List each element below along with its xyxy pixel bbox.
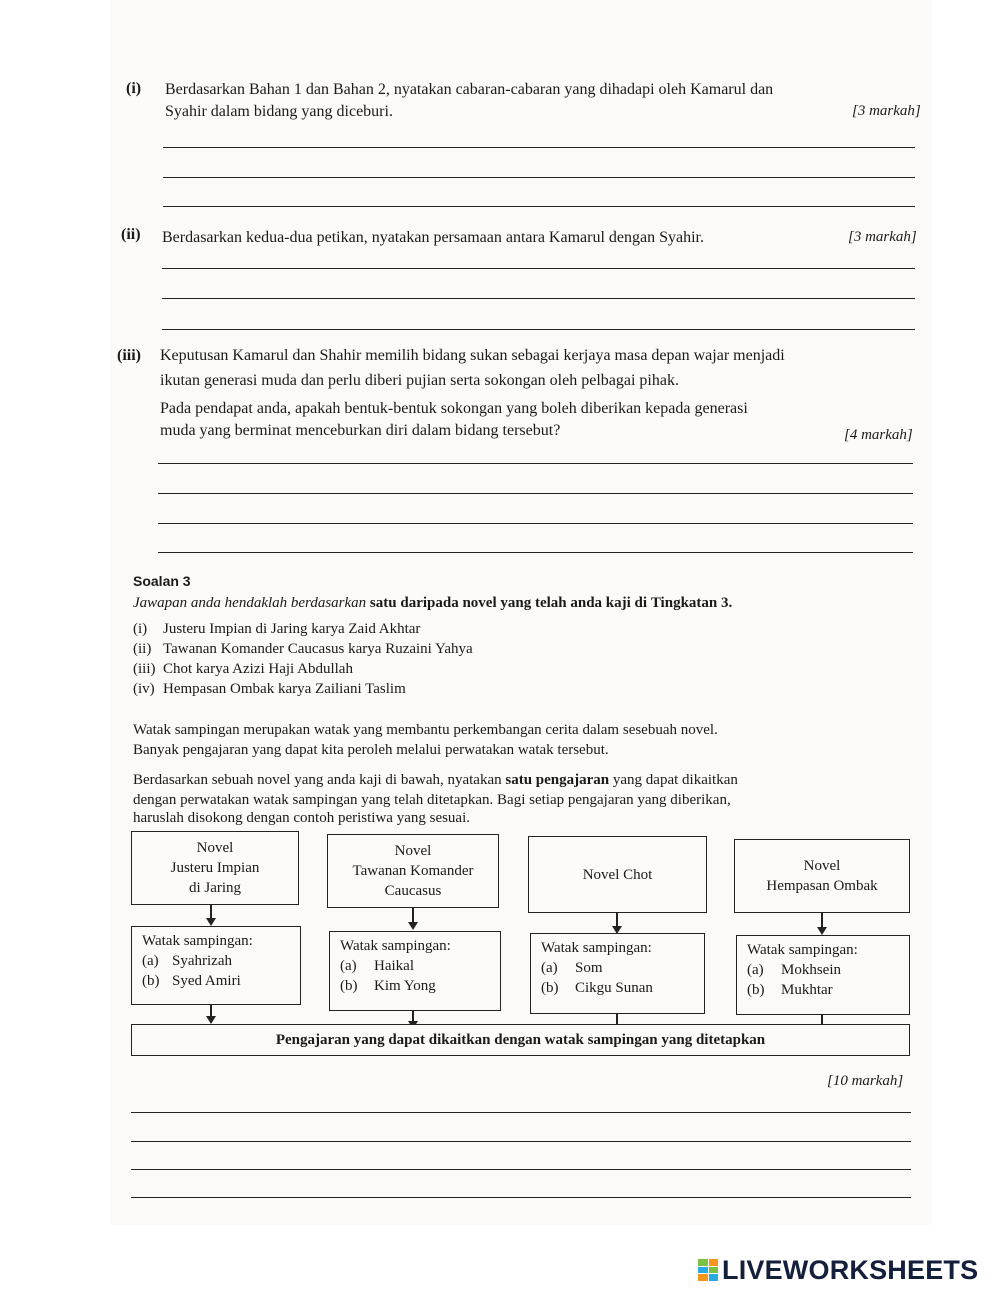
instruction-part-c: Tingkatan 3. xyxy=(650,595,733,611)
paragraph-1-line1: Watak sampingan merupakan watak yang membantu perkembangan cerita dalam sesebuah novel. xyxy=(133,722,718,738)
answer-line[interactable] xyxy=(158,552,913,553)
watak-item: (b) Cikgu Sunan xyxy=(541,980,653,996)
watak-item: (a) Syahrizah xyxy=(142,953,232,969)
question-i-number: (i) xyxy=(126,80,142,97)
watak-box-tawanan-komander: Watak sampingan: (a) Haikal (b) Kim Yong xyxy=(329,931,501,1011)
answer-line[interactable] xyxy=(163,177,915,178)
question-i-text xyxy=(165,79,925,101)
question-i-marks: [3 markah] xyxy=(852,103,921,119)
answer-line[interactable] xyxy=(131,1197,911,1198)
watak-item: (a) Som xyxy=(541,960,603,976)
question-ii-marks: [3 markah] xyxy=(848,229,917,245)
question-iii-line1: Keputusan Kamarul dan Shahir memilih bidang sukan sebagai kerjaya masa depan wajar menjadi xyxy=(160,347,785,364)
novel-box-chot: Novel Chot xyxy=(528,836,707,913)
paragraph-2-line3: haruslah disokong dengan contoh peristiwa yang sesuai. xyxy=(133,810,471,826)
instruction-part-a: Jawapan anda hendaklah berdasarkan xyxy=(133,595,367,611)
answer-line[interactable] xyxy=(163,147,915,148)
watak-item: (a) Haikal xyxy=(340,958,414,974)
watak-item: (a) Mokhsein xyxy=(747,962,841,978)
answer-line[interactable] xyxy=(163,206,915,207)
watak-box-justeru-impian: Watak sampingan: (a) Syahrizah (b) Syed Amiri xyxy=(131,926,301,1005)
section-title: Soalan 3 xyxy=(133,573,191,589)
instruction-part-b: satu daripada novel yang telah anda kaji di xyxy=(369,595,648,611)
watak-item: (b) Kim Yong xyxy=(340,978,436,994)
question-iii-marks: [4 markah] xyxy=(844,427,913,443)
pengajaran-box: Pengajaran yang dapat dikaitkan dengan watak sampingan yang ditetapkan xyxy=(131,1024,910,1056)
novel-list-item: (i) Justeru Impian di Jaring karya Zaid Akhtar xyxy=(133,621,421,637)
novel-list-item: (ii) Tawanan Komander Caucasus karya Ruzaini Yahya xyxy=(133,641,473,657)
answer-line[interactable] xyxy=(131,1112,911,1113)
watak-box-chot: Watak sampingan: (a) Som (b) Cikgu Sunan xyxy=(530,933,705,1014)
section-marks: [10 markah] xyxy=(827,1073,904,1089)
answer-line[interactable] xyxy=(162,298,915,299)
answer-line[interactable] xyxy=(162,329,915,330)
novel-list-item: (iv) Hempasan Ombak karya Zailiani Taslim xyxy=(133,681,406,697)
answer-line[interactable] xyxy=(158,523,913,524)
liveworksheets-icon xyxy=(698,1259,718,1281)
paragraph-2-line1: Berdasarkan sebuah novel yang anda kaji di bawah, nyatakan satu pengajaran yang dapat dikaitkan xyxy=(133,772,738,788)
question-iii-number: (iii) xyxy=(117,347,141,364)
question-iii-line3: Pada pendapat anda, apakah bentuk-bentuk sokongan yang boleh diberikan kepada generasi xyxy=(160,400,748,417)
answer-line[interactable] xyxy=(158,493,913,494)
question-ii-text: Berdasarkan kedua-dua petikan, nyatakan persamaan antara Kamarul dengan Syahir. xyxy=(162,229,704,246)
question-iii-line2: ikutan generasi muda dan perlu diberi pujian serta sokongan oleh pelbagai pihak. xyxy=(160,372,679,389)
question-iii-line4: muda yang berminat menceburkan diri dalam bidang tersebut? xyxy=(160,422,561,439)
logo-text: LIVEWORKSHEETS xyxy=(722,1254,979,1285)
question-ii-number: (ii) xyxy=(121,226,141,243)
answer-line[interactable] xyxy=(131,1169,911,1170)
novel-box-tawanan-komander: Novel Tawanan Komander Caucasus xyxy=(327,834,499,908)
watak-item: (b) Mukhtar xyxy=(747,982,833,998)
novel-list xyxy=(133,621,473,701)
novel-box-hempasan-ombak: Novel Hempasan Ombak xyxy=(734,839,910,913)
liveworksheets-logo[interactable] xyxy=(698,1253,978,1287)
question-i-line2: Syahir dalam bidang yang diceburi. xyxy=(165,103,393,120)
question-i-line1: Berdasarkan Bahan 1 dan Bahan 2, nyatakan cabaran-cabaran yang dihadapi oleh Kamarul dan xyxy=(165,81,774,98)
paragraph-2-line2: dengan perwatakan watak sampingan yang telah ditetapkan. Bagi setiap pengajaran yang diberikan, xyxy=(133,792,731,808)
paragraph-1-line2: Banyak pengajaran yang dapat kita peroleh melalui perwatakan watak tersebut. xyxy=(133,742,609,758)
answer-line[interactable] xyxy=(131,1141,911,1142)
answer-line[interactable] xyxy=(162,268,915,269)
watak-item: (b) Syed Amiri xyxy=(142,973,241,989)
watak-box-hempasan-ombak: Watak sampingan: (a) Mokhsein (b) Mukhtar xyxy=(736,935,910,1015)
section-instruction xyxy=(133,595,732,612)
novel-box-justeru-impian: Novel Justeru Impian di Jaring xyxy=(131,831,299,905)
answer-line[interactable] xyxy=(158,463,913,464)
novel-list-item: (iii) Chot karya Azizi Haji Abdullah xyxy=(133,661,353,677)
